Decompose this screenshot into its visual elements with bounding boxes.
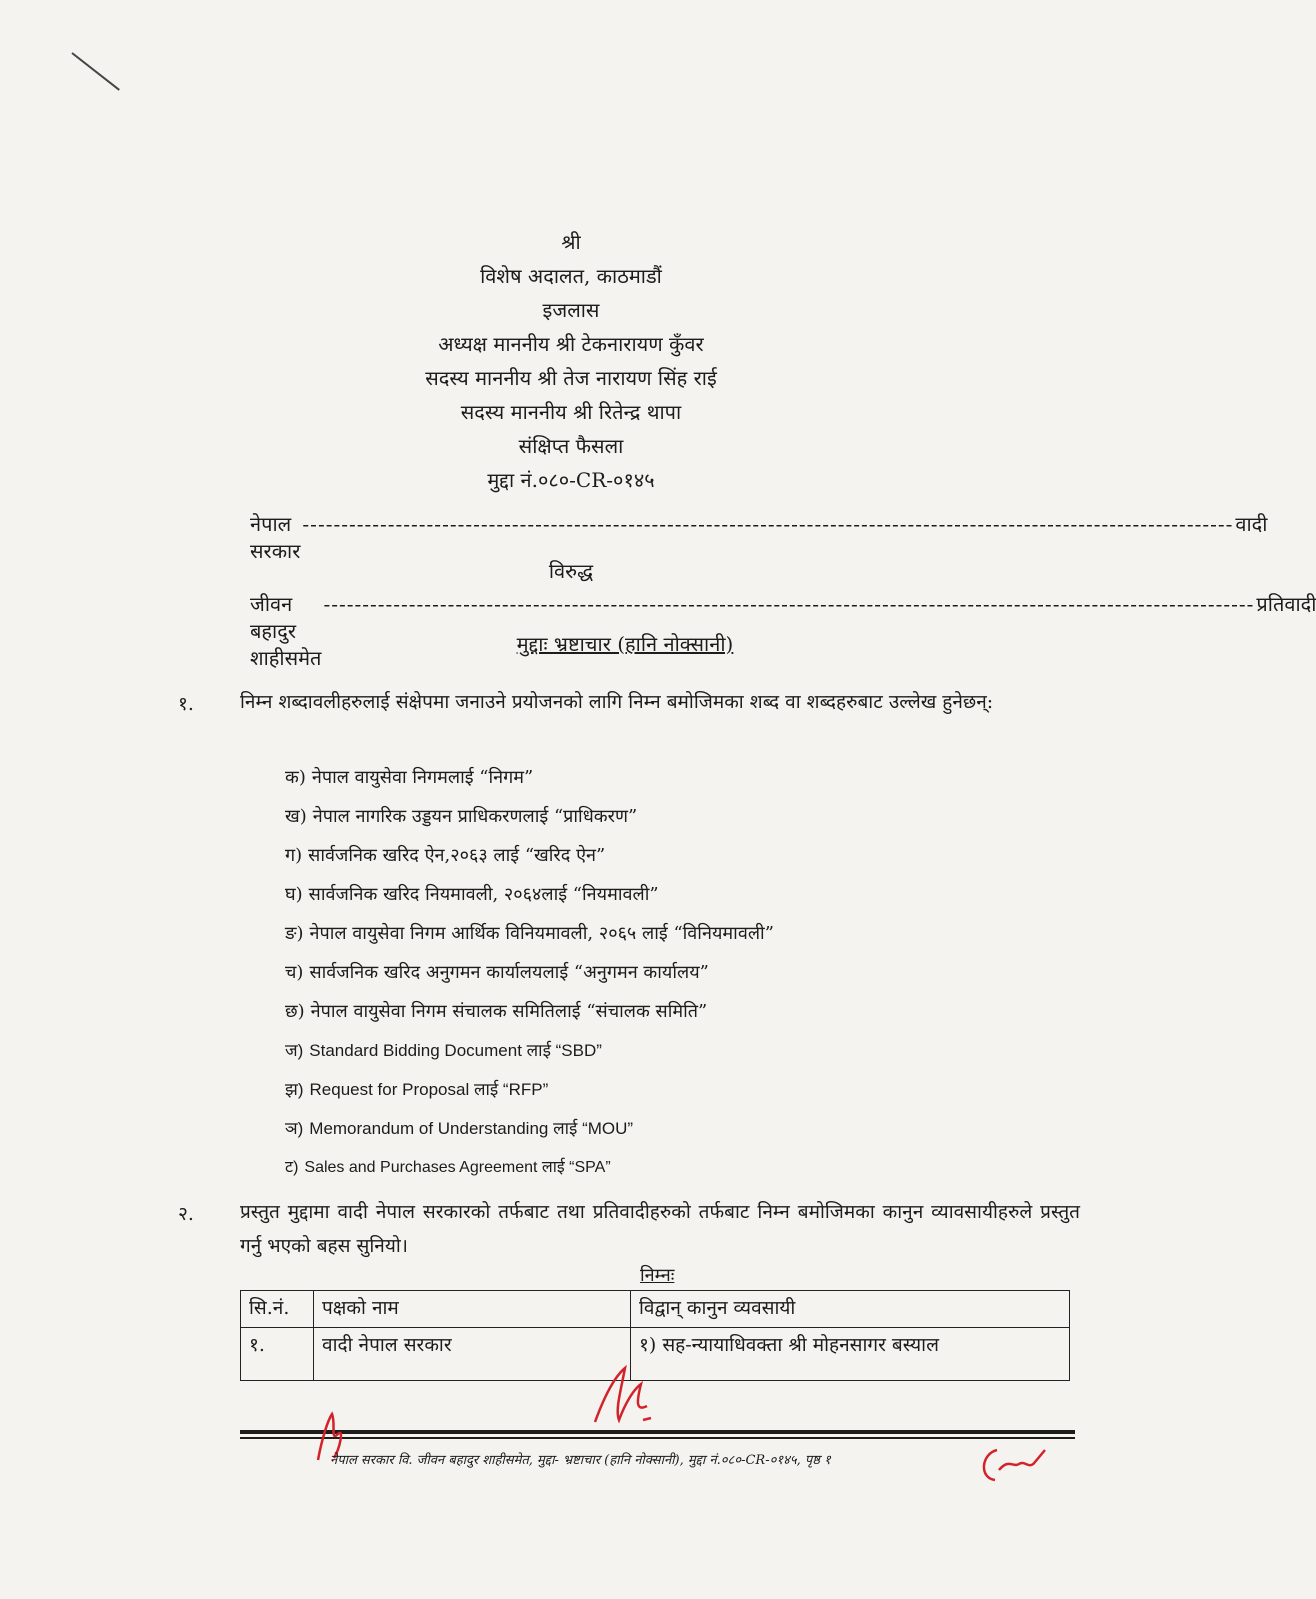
- definition-text: सार्वजनिक खरिद ऐन,२०६३ लाई “खरिद ऐन”: [308, 845, 606, 866]
- definition-text: नेपाल नागरिक उड्डयन प्राधिकरणलाई “प्राधिकरण”: [312, 806, 638, 827]
- definition-text: नेपाल वायुसेवा निगम आर्थिक विनियमावली, २०६५ लाई “विनियमावली”: [309, 923, 774, 944]
- leader-dashes: ------------------------------------------------------------------------------------------------------------------------: [323, 592, 1255, 616]
- definition-item: [285, 797, 780, 836]
- definition-item: [285, 992, 780, 1031]
- definition-text: नेपाल वायुसेवा निगमलाई “निगम”: [311, 767, 534, 788]
- plaintiff-role: वादी: [1235, 512, 1268, 536]
- cell-serial: १.: [241, 1328, 314, 1381]
- court-header: [0, 225, 1142, 497]
- para-1-number: १.: [178, 693, 194, 715]
- definition-marker: ख): [285, 806, 307, 827]
- definition-marker: झ): [285, 1080, 304, 1099]
- header-line-bench: इजलास: [542, 298, 600, 322]
- cell-advocate: १) सह-न्यायाधिवक्ता श्री मोहनसागर बस्याल: [631, 1328, 1070, 1381]
- definition-marker: च): [285, 962, 304, 983]
- header-party-name: पक्षको नाम: [314, 1291, 631, 1328]
- definition-marker: क): [285, 767, 306, 788]
- versus-label: विरुद्ध: [548, 559, 594, 583]
- signature-mark-center: [585, 1360, 665, 1435]
- definition-item: [285, 758, 780, 797]
- definition-marker: छ): [285, 1001, 305, 1022]
- para-2-number: २.: [178, 1203, 194, 1225]
- definition-marker: घ): [285, 884, 303, 905]
- definition-item: [285, 1109, 780, 1148]
- definition-marker: ङ): [285, 923, 304, 944]
- header-line-court: विशेष अदालत, काठमाडौं: [480, 264, 662, 288]
- header-advocate: विद्वान् कानुन व्यवसायी: [631, 1291, 1070, 1328]
- table-header-row: [241, 1291, 1070, 1328]
- cell-party-name: वादी नेपाल सरकार: [314, 1328, 631, 1381]
- leader-dashes: ------------------------------------------------------------------------------------------------------------------------: [302, 512, 1234, 536]
- footer-rule-thin: [240, 1437, 1075, 1439]
- definition-text: सार्वजनिक खरिद अनुगमन कार्यालयलाई “अनुगमन कार्यालय”: [309, 962, 709, 983]
- table-caption: निम्नः: [640, 1265, 675, 1286]
- definition-marker: ञ): [285, 1119, 304, 1138]
- case-subject: मुद्दाः भ्रष्टाचार (हानि नोक्सानी): [516, 632, 734, 656]
- definition-item: [285, 1148, 780, 1187]
- definition-marker: ट): [285, 1159, 299, 1176]
- header-line-case-number: मुद्दा नं.०८०-CR-०१४५: [487, 468, 655, 492]
- footer-citation: नेपाल सरकार वि. जीवन बहादुर शाहीसमेत, मुद्दा- भ्रष्टाचार (हानि नोक्सानी), मुद्दा नं.०८०-CR-०१४५, पृष्ठ १: [330, 1453, 831, 1468]
- definition-item: [285, 914, 780, 953]
- definition-item: [285, 953, 780, 992]
- definition-text: Request for Proposal लाई “RFP”: [309, 1080, 549, 1099]
- header-line-member-1: सदस्य माननीय श्री तेज नारायण सिंह राई: [425, 366, 717, 390]
- defendant-role: प्रतिवादी: [1256, 592, 1316, 616]
- header-line-judgment-type: संक्षिप्त फैसला: [518, 434, 624, 458]
- defendant-name: जीवन बहादुर शाहीसमेत: [250, 592, 322, 670]
- definition-item: [285, 1031, 780, 1070]
- definitions-list: [285, 758, 780, 1187]
- para-1-text: निम्न शब्दावलीहरुलाई संक्षेपमा जनाउने प्रयोजनको लागि निम्न बमोजिमका शब्द वा शब्दहरुबाट उल्लेख हुनेछन्:: [240, 691, 994, 713]
- definition-item: [285, 1070, 780, 1109]
- definition-text: Standard Bidding Document लाई “SBD”: [309, 1041, 602, 1060]
- definition-marker: ग): [285, 845, 303, 866]
- header-serial: सि.नं.: [241, 1291, 314, 1328]
- definition-text: Memorandum of Understanding लाई “MOU”: [309, 1119, 634, 1138]
- definition-marker: ज): [285, 1041, 304, 1060]
- definition-item: [285, 836, 780, 875]
- plaintiff-name: नेपाल सरकार: [250, 512, 301, 563]
- scan-mark: [71, 52, 120, 91]
- header-line-chair: अध्यक्ष माननीय श्री टेकनारायण कुँवर: [438, 332, 704, 356]
- definition-text: सार्वजनिक खरिद नियमावली, २०६४लाई “नियमावली”: [308, 884, 659, 905]
- definition-text: Sales and Purchases Agreement लाई “SPA”: [304, 1159, 611, 1176]
- header-line-member-2: सदस्य माननीय श्री रितेन्द्र थापा: [460, 400, 682, 424]
- definition-item: [285, 875, 780, 914]
- header-line-honorific: श्री: [561, 230, 581, 254]
- para-2-text: प्रस्तुत मुद्दामा वादी नेपाल सरकारको तर्फबाट तथा प्रतिवादीहरुको तर्फबाट निम्न बमोजिमका कानुन व्यावसायीहरुले प्रस्तुत गर्नु भएको बहस सुनियो।: [240, 1201, 1080, 1257]
- definition-text: नेपाल वायुसेवा निगम संचालक समितिलाई “संचालक समिति”: [310, 1001, 708, 1022]
- signature-mark-right: [975, 1440, 1055, 1490]
- plaintiff-row: [250, 510, 1268, 564]
